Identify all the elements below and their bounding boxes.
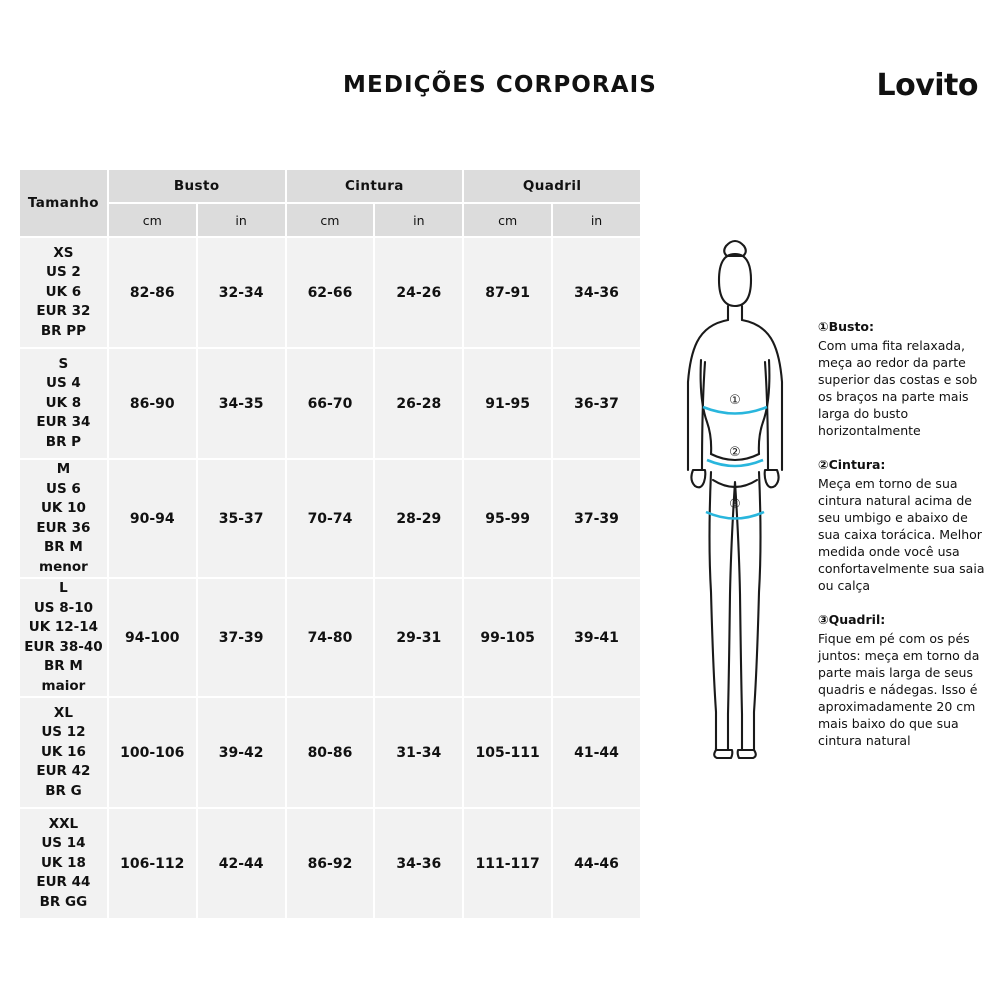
size-chart-table [18,168,642,920]
note-hip-body: Fique em pé com os pés juntos: meça em torno da parte mais larga de seus quadris e nádegas. Isso é aproximadamente 20 cm mais baixo do que sua cintura natural [818,631,980,748]
column-header-size: Tamanho [19,169,108,237]
note-waist-body: Meça em torno de sua cintura natural acima de seu umbigo e abaixo de sua caixa torácica. Melhor medida onde você usa confortavelmente sua saia ou calça [818,476,985,593]
size-line: UK 10 [40,500,86,516]
cell-waist-cm: 74-80 [286,578,375,697]
size-line: BR PP [40,322,87,339]
cell-hip-in: 39-41 [552,578,641,697]
size-line: BR GG [39,893,88,910]
cell-bust-cm: 100-106 [108,697,197,808]
cell-waist-cm: 80-86 [286,697,375,808]
cell-size [19,459,108,578]
note-waist [818,456,990,594]
column-header-bust: Busto [108,169,286,203]
marker-bust-label: ① [729,393,741,408]
cell-bust-in: 39-42 [197,697,286,808]
size-line: BR P [45,433,82,450]
table-row [19,808,641,919]
cell-bust-cm: 86-90 [108,348,197,459]
marker-waist-label: ② [729,445,741,460]
size-line: EUR 32 [36,303,91,320]
cell-bust-in: 42-44 [197,808,286,919]
size-line: BR M maior [41,658,86,694]
size-line: XXL [48,815,79,832]
cell-hip-in: 44-46 [552,808,641,919]
cell-waist-in: 26-28 [374,348,463,459]
page-title: MEDIÇÕES CORPORAIS [343,72,657,98]
size-line: UK 8 [45,394,82,411]
column-header-hip: Quadril [463,169,641,203]
cell-waist-in: 29-31 [374,578,463,697]
cell-waist-cm: 86-92 [286,808,375,919]
cell-waist-cm: 62-66 [286,237,375,348]
cell-waist-in: 24-26 [374,237,463,348]
size-line: US 4 [46,375,81,392]
size-line: EUR 36 [36,519,91,536]
size-line: EUR 42 [36,763,91,780]
brand-logo: Lovito [876,68,978,103]
cell-waist-in: 31-34 [374,697,463,808]
size-line: XS [53,244,74,261]
hip-measure-line [706,512,764,519]
table-header-group-row [19,169,641,203]
cell-hip-cm: 111-117 [463,808,552,919]
marker-hip-label: ③ [729,497,741,512]
cell-hip-in: 37-39 [552,459,641,578]
unit-header-hip-cm: cm [463,203,552,237]
table-header-unit-row [19,203,641,237]
unit-header-hip-in: in [552,203,641,237]
cell-bust-in: 37-39 [197,578,286,697]
unit-header-waist-in: in [374,203,463,237]
table-row [19,697,641,808]
cell-waist-cm: 70-74 [286,459,375,578]
cell-waist-cm: 66-70 [286,348,375,459]
cell-hip-in: 36-37 [552,348,641,459]
cell-size [19,697,108,808]
cell-bust-cm: 94-100 [108,578,197,697]
size-line: UK 6 [45,283,82,300]
cell-waist-in: 28-29 [374,459,463,578]
table-row [19,348,641,459]
column-header-waist: Cintura [286,169,464,203]
cell-waist-in: 34-36 [374,808,463,919]
size-line: US 8-10 [33,599,93,616]
size-line: UK 18 [40,854,86,871]
cell-hip-cm: 105-111 [463,697,552,808]
size-line: BR G [45,782,82,799]
cell-size [19,808,108,919]
size-line: US 12 [41,724,86,741]
cell-bust-in: 34-35 [197,348,286,459]
note-bust-title: ①Busto: [818,319,875,334]
cell-bust-cm: 82-86 [108,237,197,348]
size-line: M [56,461,71,477]
cell-size [19,237,108,348]
unit-header-bust-cm: cm [108,203,197,237]
unit-header-bust-in: in [197,203,286,237]
cell-bust-in: 35-37 [197,459,286,578]
unit-header-waist-cm: cm [286,203,375,237]
note-bust-body: Com uma fita relaxada, meça ao redor da parte superior das costas e sob os braços na parte mais larga do busto horizontalmente [818,338,978,438]
size-line: EUR 34 [36,414,91,431]
cell-bust-cm: 106-112 [108,808,197,919]
note-hip [818,611,990,749]
cell-hip-cm: 91-95 [463,348,552,459]
size-line: L [59,580,68,596]
note-hip-title: ③Quadril: [818,612,886,627]
cell-bust-cm: 90-94 [108,459,197,578]
measurement-instructions [818,318,990,766]
cell-hip-cm: 95-99 [463,459,552,578]
page-header [0,0,1000,140]
table-head [19,169,641,237]
cell-hip-cm: 99-105 [463,578,552,697]
cell-size [19,348,108,459]
female-body-outline-icon [660,232,810,822]
cell-hip-in: 41-44 [552,697,641,808]
size-line: US 14 [41,835,86,852]
cell-hip-in: 34-36 [552,237,641,348]
size-line: EUR 44 [36,874,91,891]
size-line: US 6 [46,480,81,497]
table-row [19,237,641,348]
size-line: EUR 38-40 [24,638,103,655]
table-row [19,578,641,697]
size-line: BR M menor [39,539,88,575]
size-line: UK 12-14 [28,619,99,635]
cell-size [19,578,108,697]
size-line: XL [53,704,73,721]
note-bust [818,318,990,439]
table-body [19,237,641,919]
cell-hip-cm: 87-91 [463,237,552,348]
cell-bust-in: 32-34 [197,237,286,348]
table-row [19,459,641,578]
size-line: S [58,355,69,372]
body-measurement-figure [660,232,810,822]
size-line: UK 16 [40,743,86,760]
size-line: US 2 [46,264,81,281]
note-waist-title: ②Cintura: [818,457,886,472]
